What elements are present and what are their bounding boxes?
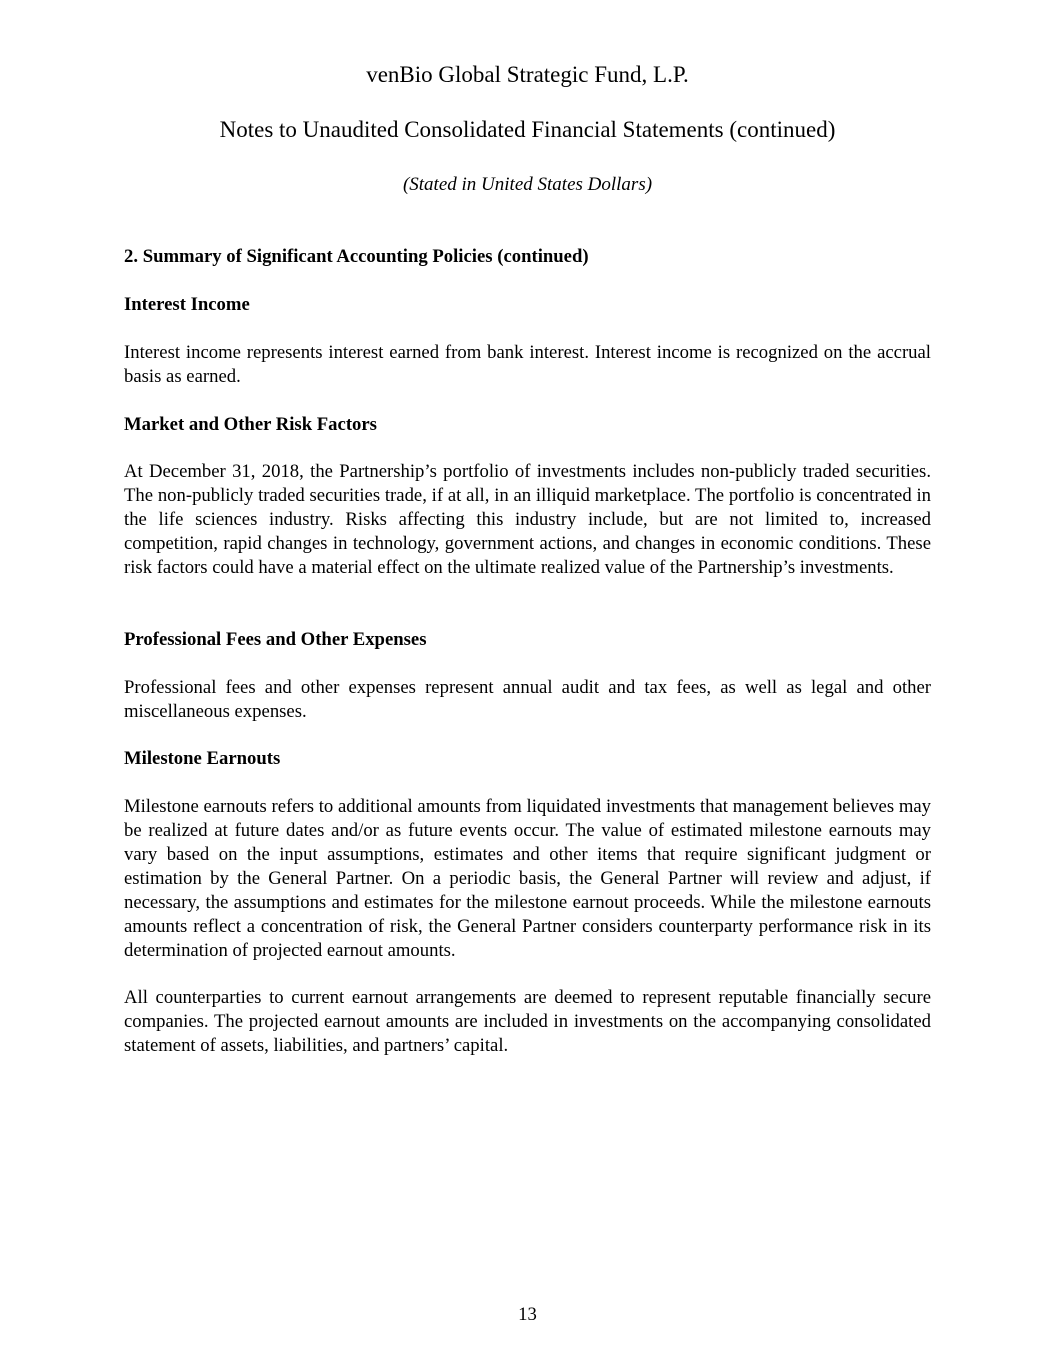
paragraph-milestone-earnouts-2: All counterparties to current earnout arrangements are deemed to represent reputable financially secure companies. The projected earnout amounts are included in investments on the accompanying consolidated statement of assets, liabilities, and partners’ capital. xyxy=(124,987,931,1056)
subsection-heading-market-risk: Market and Other Risk Factors xyxy=(124,414,377,435)
fund-name: venBio Global Strategic Fund, L.P. xyxy=(366,62,689,87)
subsection-heading-interest-income: Interest Income xyxy=(124,294,250,315)
paragraph-interest-income: Interest income represents interest earned from bank interest. Interest income is recognized on the accrual basis as earned. xyxy=(124,342,931,387)
page-number: 13 xyxy=(518,1304,537,1325)
document-title: Notes to Unaudited Consolidated Financial Statements (continued) xyxy=(219,117,836,142)
subsection-heading-professional-fees: Professional Fees and Other Expenses xyxy=(124,629,427,650)
subsection-heading-milestone-earnouts: Milestone Earnouts xyxy=(124,748,281,769)
paragraph-milestone-earnouts-1: Milestone earnouts refers to additional amounts from liquidated investments that management believes may be realized at future dates and/or as future events occur. The value of estimated milestone earnouts may vary based on the input assumptions, estimates and other items that require significant judgment or estimation by the General Partner. On a periodic basis, the General Partner will review and adjust, if necessary, the assumptions and estimates for the milestone earnout proceeds. While the milestone earnouts amounts reflect a concentration of risk, the General Partner considers counterparty performance risk in its determination of projected earnout amounts. xyxy=(124,796,931,961)
currency-note: (Stated in United States Dollars) xyxy=(402,174,653,195)
paragraph-market-risk: At December 31, 2018, the Partnership’s portfolio of investments includes non-publicly traded securities. The non-publicly traded securities trade, if at all, in an illiquid marketplace. The portfolio is concentrated in the life sciences industry. Risks affecting this industry include, but are not limited to, increased competition, rapid changes in technology, government actions, and changes in economic conditions. These risk factors could have a material effect on the ultimate realized value of the Partnership’s investments. xyxy=(124,461,931,578)
paragraph-professional-fees: Professional fees and other expenses represent annual audit and tax fees, as well as legal and other miscellaneous expenses. xyxy=(124,677,931,722)
section-title: 2. Summary of Significant Accounting Policies (continued) xyxy=(124,246,589,267)
